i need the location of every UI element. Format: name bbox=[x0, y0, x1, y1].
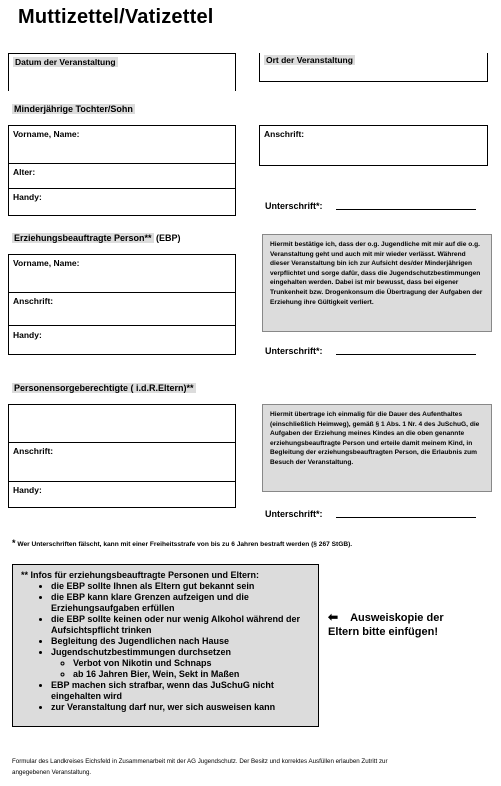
id-copy-note bbox=[328, 610, 444, 639]
forgery-footnote: * Wer Unterschriften fälscht, kann mit einer Freiheitsstrafe von bis zu 6 Jahren bestraft werden (§ 267 StGB). bbox=[12, 538, 353, 548]
info-item: • Jugendschutzbestimmungen durchsetzen bbox=[51, 647, 312, 658]
info-list bbox=[19, 581, 312, 713]
ebp-heading: Erziehungsbeauftragte Person** (EBP) bbox=[14, 233, 181, 243]
ebp-statement: Hiermit bestätige ich, dass der o.g. Jugendliche mit mir auf die o.g. Veranstaltung geht und auch mit mir wieder verlässt. Während dieser Veranstaltung bin ich zur Aufsicht des/der Minderjährigen verpflichtet und sorge dafür, dass die Jugendschutzbestimmungen eingehalten werden. Dabei ist mir bewusst, dass bei eigener Trunkenheit bzw. Drogenkonsum die Übertragung der Aufgaben der Erziehung ihre Gültigkeit verliert. bbox=[262, 234, 492, 332]
parents-signature-line[interactable] bbox=[336, 517, 476, 518]
info-item: • die EBP kann klare Grenzen aufzeigen und die Erziehungsaufgaben erfüllen bbox=[51, 592, 312, 614]
minor-phone-label: Handy: bbox=[13, 192, 42, 202]
parents-signature-label: Unterschrift*: bbox=[265, 509, 323, 519]
info-item: • die EBP sollte keinen oder nur wenig Alkohol während der Aufsichtspflicht trinken bbox=[51, 614, 312, 636]
page-title: Muttizettel/Vatizettel bbox=[18, 6, 214, 28]
info-sublist bbox=[51, 658, 312, 680]
id-copy-line2: Eltern bitte einfügen! bbox=[328, 626, 438, 638]
arrow-left-icon: ⬅ bbox=[328, 610, 339, 624]
parents-address-label: Anschrift: bbox=[13, 446, 54, 456]
ebp-signature-label: Unterschrift*: bbox=[265, 346, 323, 356]
info-subitem: ◦ ab 16 Jahren Bier, Wein, Sekt in Maßen bbox=[73, 669, 312, 680]
info-box bbox=[12, 564, 319, 727]
event-place-label: Ort der Veranstaltung bbox=[266, 55, 353, 65]
info-item: • Begleitung des Jugendlichen nach Hause bbox=[51, 636, 312, 647]
info-item: • die EBP sollte Ihnen als Eltern gut bekannt sein bbox=[51, 581, 312, 592]
minor-age-field[interactable] bbox=[8, 163, 236, 189]
parents-phone-field[interactable] bbox=[8, 481, 236, 508]
ebp-signature-line[interactable] bbox=[336, 354, 476, 355]
footer-line1: Formular des Landkreises Eichsfeld in Zusammenarbeit mit der AG Jugendschutz. Der Besitz und korrektes Ausfüllen erlauben Zutritt zur bbox=[12, 758, 388, 765]
footer-line2: angegebenen Veranstaltung. bbox=[12, 769, 92, 776]
minor-address-label: Anschrift: bbox=[264, 129, 305, 139]
parents-statement: Hiermit übertrage ich einmalig für die Dauer des Aufenthaltes (einschließlich Heimweg), gemäß § 1 Abs. 1 Nr. 4 des JuSchuG, die Aufgaben der Erziehung meines Kindes an die oben genannte erziehungsbeauftragte Person und erteile damit meinem Kind, in Begleitung der erziehungsbeauftragten Person, die Erlaubnis zum Besuch der Veranstaltung. bbox=[262, 404, 492, 492]
ebp-address-label: Anschrift: bbox=[13, 296, 54, 306]
ebp-phone-field[interactable] bbox=[8, 325, 236, 355]
minor-age-label: Alter: bbox=[13, 167, 36, 177]
minor-signature-label: Unterschrift*: bbox=[265, 201, 323, 211]
info-item: • zur Veranstaltung darf nur, wer sich ausweisen kann bbox=[51, 702, 312, 713]
info-subitem: ◦ Verbot von Nikotin und Schnaps bbox=[73, 658, 312, 669]
minor-heading: Minderjährige Tochter/Sohn bbox=[14, 104, 133, 114]
id-copy-line1: Ausweiskopie der bbox=[350, 612, 444, 624]
minor-phone-field[interactable] bbox=[8, 188, 236, 216]
ebp-phone-label: Handy: bbox=[13, 330, 42, 340]
parents-phone-label: Handy: bbox=[13, 485, 42, 495]
minor-name-label: Vorname, Name: bbox=[13, 129, 80, 139]
info-item: • EBP machen sich strafbar, wenn das JuSchuG nicht eingehalten wird bbox=[51, 680, 312, 702]
event-date-label: Datum der Veranstaltung bbox=[15, 57, 116, 67]
minor-signature-line[interactable] bbox=[336, 209, 476, 210]
info-heading: ** Infos für erziehungsbeauftragte Personen und Eltern: bbox=[21, 570, 260, 580]
footer-text bbox=[12, 756, 492, 778]
ebp-name-label: Vorname, Name: bbox=[13, 258, 80, 268]
parents-name-field[interactable] bbox=[8, 404, 236, 443]
parents-heading: Personensorgeberechtigte ( i.d.R.Eltern)** bbox=[14, 383, 194, 393]
